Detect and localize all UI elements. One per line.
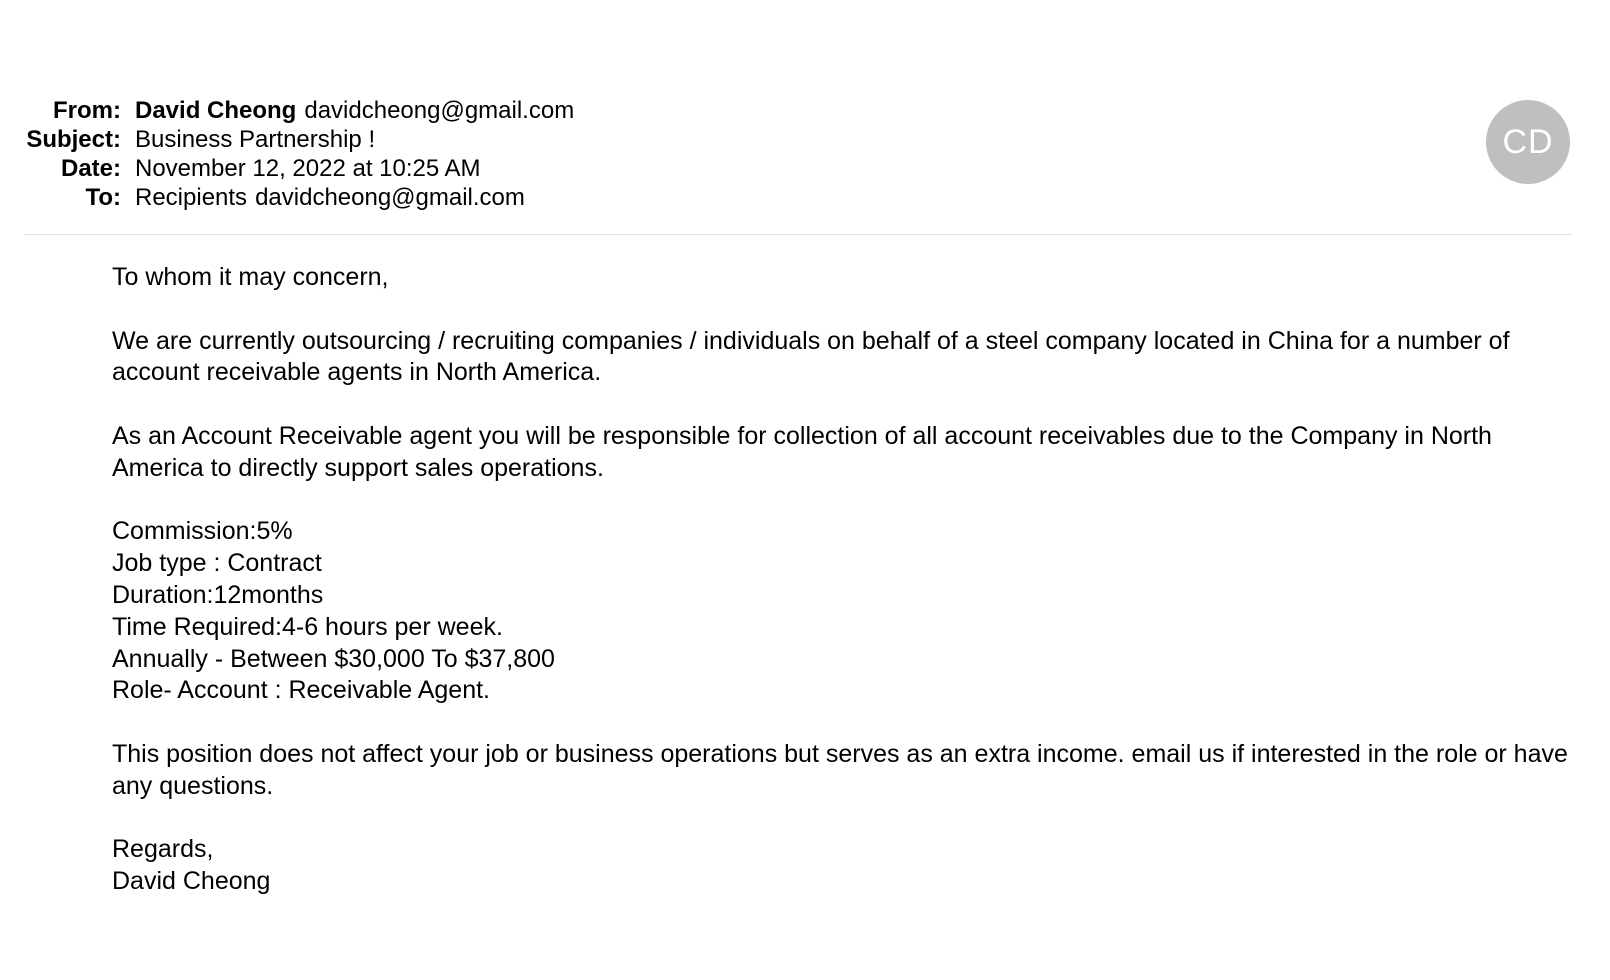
date-row <box>0 155 481 183</box>
paragraph-intro: We are currently outsourcing / recruiting companies / individuals on behalf of a steel company located in China for a number of account receivable agents in North America. <box>112 326 1510 387</box>
detail-time-required: Time Required:4-6 hours per week. <box>112 612 503 641</box>
date-label: Date: <box>60 155 121 182</box>
paragraph-role: As an Account Receivable agent you will be responsible for collection of all account receivables due to the Company in North America to directly support sales operations. <box>112 421 1492 482</box>
signature: David Cheong <box>112 867 271 896</box>
subject-text: Business Partnership ! <box>135 126 376 153</box>
signature-block <box>112 834 1582 898</box>
from-value <box>135 97 574 125</box>
to-label: To: <box>85 184 121 211</box>
detail-salary: Annually - Between $30,000 To $37,800 <box>112 644 555 673</box>
greeting: To whom it may concern, <box>112 263 389 291</box>
header-divider <box>24 234 1572 235</box>
to-value <box>135 184 525 212</box>
from-row <box>0 97 574 125</box>
subject-row <box>0 126 375 154</box>
date-text: November 12, 2022 at 10:25 AM <box>135 155 481 182</box>
sender-name[interactable]: David Cheong <box>135 97 297 124</box>
email-header <box>0 97 1610 237</box>
recipient-email[interactable]: davidcheong@gmail.com <box>255 184 525 211</box>
detail-duration: Duration:12months <box>112 580 324 609</box>
paragraph-extra-income: This position does not affect your job or business operations but serves as an extra income. email us if interested in the role or have any questions. <box>112 739 1568 800</box>
subject-label: Subject: <box>26 126 121 153</box>
recipient-name[interactable]: Recipients <box>135 184 248 211</box>
job-details <box>112 516 1582 707</box>
to-row <box>0 184 525 212</box>
detail-job-type: Job type : Contract <box>112 549 322 578</box>
email-body <box>112 262 1582 898</box>
from-label: From: <box>53 97 121 124</box>
sender-email[interactable]: davidcheong@gmail.com <box>304 97 575 124</box>
detail-role: Role- Account : Receivable Agent. <box>112 676 491 705</box>
detail-commission: Commission:5% <box>112 517 293 546</box>
sender-avatar[interactable]: CD <box>1486 100 1570 184</box>
closing: Regards, <box>112 835 214 864</box>
